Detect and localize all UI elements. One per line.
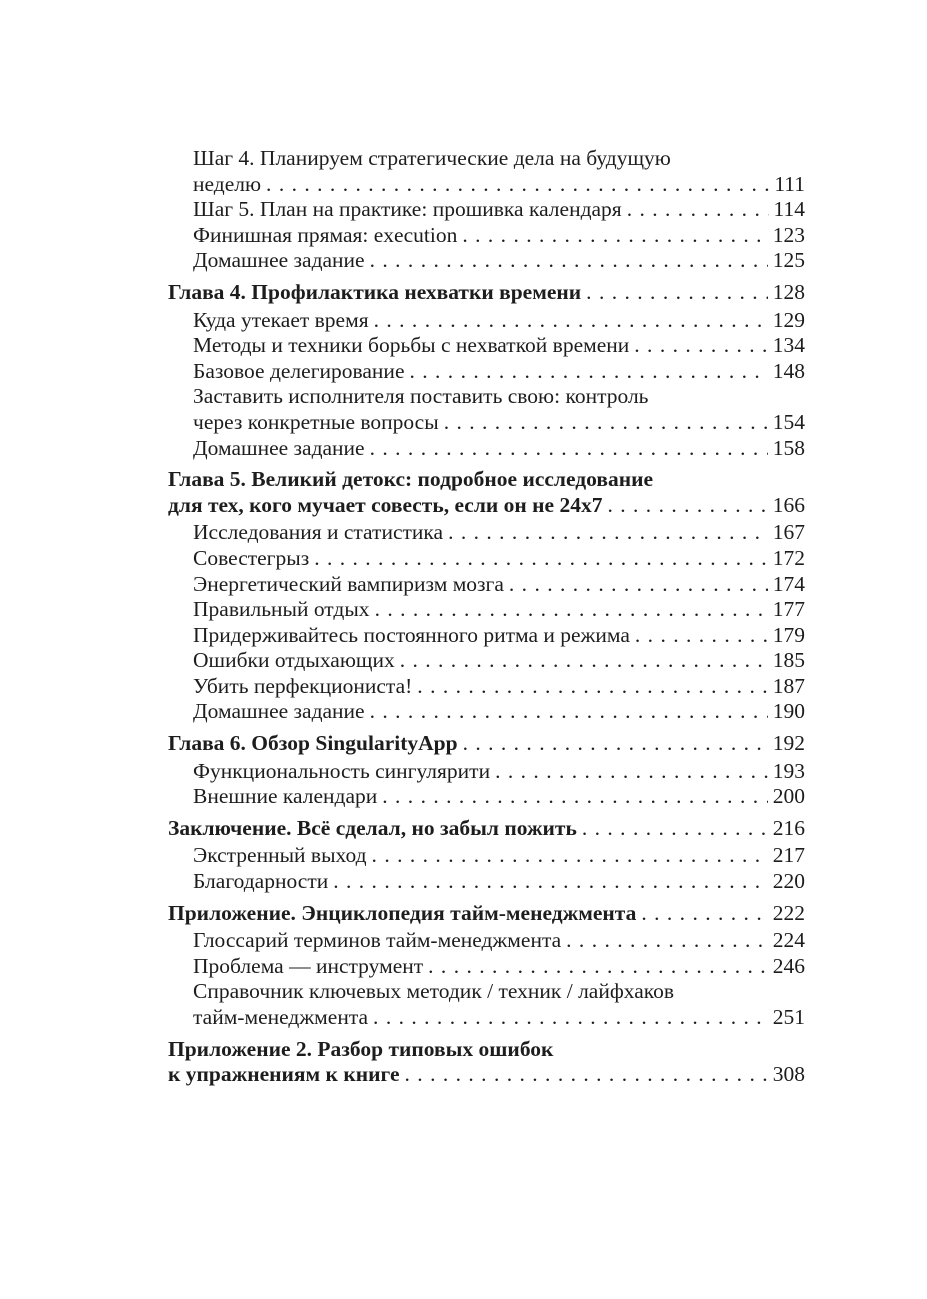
toc-entry-title: Правильный отдых xyxy=(193,597,370,622)
toc-entry-title: Благодарности xyxy=(193,869,329,894)
toc-entry-title: Глава 4. Профилактика нехватки времени xyxy=(168,279,582,304)
toc-page-number: 190 xyxy=(772,699,805,724)
toc-line xyxy=(193,759,805,785)
toc-page-number: 134 xyxy=(772,333,805,358)
dot-leader xyxy=(586,280,768,306)
toc-page-number: 192 xyxy=(772,731,805,756)
toc-page-number: 172 xyxy=(772,545,805,570)
toc-entry-title: Домашнее задание xyxy=(193,248,365,273)
toc-line xyxy=(193,384,805,410)
toc-entry-title: Глава 5. Великий детокс: подробное исследование xyxy=(168,467,654,492)
toc-line xyxy=(193,954,805,980)
toc-entry xyxy=(168,467,805,518)
dot-leader xyxy=(448,520,768,546)
toc-line xyxy=(193,410,805,436)
dot-leader xyxy=(566,928,768,954)
toc-line xyxy=(193,572,805,598)
toc-line xyxy=(168,467,805,493)
toc-entry-title: тайм-менеджмента xyxy=(193,1005,369,1029)
toc-entry xyxy=(193,248,805,274)
toc-entry xyxy=(193,146,805,197)
dot-leader xyxy=(627,197,769,223)
toc-entry-title: Заключение. Всё сделал, но забыл пожить xyxy=(168,815,577,840)
toc-page-number: 200 xyxy=(772,784,805,809)
toc-page-number: 111 xyxy=(774,171,805,196)
toc-line xyxy=(168,1062,805,1088)
toc-line xyxy=(193,223,805,249)
toc-entry-title: Приложение. Энциклопедия тайм-менеджмента xyxy=(168,900,637,925)
toc-page-number: 166 xyxy=(772,492,805,517)
toc-entry xyxy=(193,623,805,649)
dot-leader xyxy=(314,546,768,572)
toc-line xyxy=(193,699,805,725)
table-of-contents xyxy=(168,146,805,1090)
toc-entry-title: Придерживайтесь постоянного ритма и режима xyxy=(193,622,630,647)
toc-line xyxy=(193,436,805,462)
toc-entry-title: к упражнениям к книге xyxy=(168,1062,400,1087)
toc-entry-title: через конкретные вопросы xyxy=(193,409,439,434)
dot-leader xyxy=(462,223,767,249)
toc-line xyxy=(168,1037,805,1063)
toc-entry-title: Функциональность сингулярити xyxy=(193,758,491,783)
toc-line xyxy=(193,784,805,810)
toc-line xyxy=(193,248,805,274)
toc-line xyxy=(193,623,805,649)
dot-leader xyxy=(417,674,767,700)
toc-entry xyxy=(193,359,805,385)
toc-page-number: 167 xyxy=(772,520,805,545)
toc-entry-title: Финишная прямая: execution xyxy=(193,222,458,247)
dot-leader xyxy=(400,648,768,674)
dot-leader xyxy=(405,1062,768,1088)
dot-leader xyxy=(607,493,767,519)
toc-entry-title: Глоссарий терминов тайм-менеджмента xyxy=(193,928,562,953)
toc-entry-title: Исследования и статистика xyxy=(193,520,444,545)
toc-page-number: 128 xyxy=(772,279,805,304)
toc-entry xyxy=(168,901,805,927)
toc-entry xyxy=(193,436,805,462)
toc-line xyxy=(193,146,805,172)
toc-line xyxy=(168,280,805,306)
toc-entry-title: Куда утекает время xyxy=(193,307,369,332)
toc-entry-title: Домашнее задание xyxy=(193,699,365,724)
toc-entry-title: Приложение 2. Разбор типовых ошибок xyxy=(168,1036,554,1061)
toc-entry xyxy=(168,1037,805,1088)
toc-line xyxy=(193,843,805,869)
toc-entry-title: для тех, кого мучает совесть, если он не 24x7 xyxy=(168,492,603,517)
toc-line xyxy=(193,979,805,1005)
toc-page-number: 125 xyxy=(772,248,805,273)
toc-entry-title: Экстренный выход xyxy=(193,843,367,868)
dot-leader xyxy=(370,436,768,462)
toc-page-number: 246 xyxy=(772,953,805,978)
toc-page-number: 222 xyxy=(772,900,805,925)
toc-entry-title: Шаг 4. Планируем стратегические дела на будущую xyxy=(193,146,671,170)
toc-entry xyxy=(193,572,805,598)
toc-page-number: 251 xyxy=(772,1005,805,1029)
toc-entry-title: Методы и техники борьбы с нехваткой времени xyxy=(193,333,630,358)
toc-entry xyxy=(193,308,805,334)
toc-entry xyxy=(193,759,805,785)
toc-line xyxy=(168,816,805,842)
toc-line xyxy=(193,172,805,198)
dot-leader xyxy=(409,359,767,385)
dot-leader xyxy=(582,816,768,842)
toc-entry-title: Глава 6. Обзор SingularityApp xyxy=(168,731,458,756)
toc-entry xyxy=(193,333,805,359)
toc-page-number: 158 xyxy=(772,435,805,460)
toc-entry xyxy=(193,699,805,725)
toc-entry xyxy=(193,979,805,1030)
toc-page-number: 220 xyxy=(772,869,805,894)
dot-leader xyxy=(495,759,768,785)
toc-entry xyxy=(193,384,805,435)
toc-line xyxy=(193,197,805,223)
toc-page-number: 174 xyxy=(772,571,805,596)
toc-entry-title: Заставить исполнителя поставить свою: контроль xyxy=(193,384,649,409)
toc-entry xyxy=(168,280,805,306)
toc-entry-title: Базовое делегирование xyxy=(193,358,405,383)
toc-line xyxy=(168,493,805,519)
toc-entry xyxy=(193,869,805,895)
toc-line xyxy=(193,928,805,954)
toc-page-number: 177 xyxy=(772,597,805,622)
toc-entry xyxy=(168,816,805,842)
dot-leader xyxy=(634,333,767,359)
toc-page-number: 129 xyxy=(772,307,805,332)
toc-page-number: 179 xyxy=(772,622,805,647)
toc-entry xyxy=(193,223,805,249)
toc-page-number: 193 xyxy=(772,758,805,783)
toc-page-number: 224 xyxy=(772,928,805,953)
dot-leader xyxy=(266,172,769,198)
toc-entry xyxy=(193,928,805,954)
toc-line xyxy=(193,1005,805,1031)
toc-entry xyxy=(193,520,805,546)
dot-leader xyxy=(333,869,768,895)
toc-line xyxy=(193,333,805,359)
toc-page-number: 308 xyxy=(772,1062,805,1087)
toc-entry-title: Убить перфекциониста! xyxy=(193,673,413,698)
toc-entry-title: Энергетический вампиризм мозга xyxy=(193,571,504,596)
toc-line xyxy=(193,308,805,334)
toc-page-number: 185 xyxy=(772,648,805,673)
dot-leader xyxy=(372,843,768,869)
toc-page-number: 216 xyxy=(772,815,805,840)
toc-page-number: 123 xyxy=(772,222,805,247)
toc-entry xyxy=(193,597,805,623)
dot-leader xyxy=(428,954,768,980)
toc-entry-title: Домашнее задание xyxy=(193,435,365,460)
dot-leader xyxy=(641,901,767,927)
toc-line xyxy=(193,648,805,674)
toc-entry-title: Проблема — инструмент xyxy=(193,953,424,978)
toc-entry xyxy=(193,843,805,869)
toc-entry-title: Справочник ключевых методик / техник / лайфхаков xyxy=(193,979,675,1004)
dot-leader xyxy=(444,410,768,436)
toc-entry-title: Внешние календари xyxy=(193,784,378,809)
toc-entry-title: Ошибки отдыхающих xyxy=(193,648,395,673)
toc-page-number: 114 xyxy=(773,197,805,222)
toc-page-number: 187 xyxy=(772,673,805,698)
dot-leader xyxy=(375,597,768,623)
toc-line xyxy=(193,597,805,623)
toc-entry-title: Совестегрыз xyxy=(193,545,310,570)
toc-line xyxy=(193,520,805,546)
toc-entry xyxy=(168,731,805,757)
toc-page-number: 217 xyxy=(772,843,805,868)
toc-page-number: 154 xyxy=(772,409,805,434)
dot-leader xyxy=(370,248,768,274)
dot-leader xyxy=(382,784,768,810)
toc-line xyxy=(193,869,805,895)
dot-leader xyxy=(463,731,768,757)
toc-entry-title: Шаг 5. План на практике: прошивка календаря xyxy=(193,197,622,222)
toc-entry xyxy=(193,954,805,980)
toc-line xyxy=(168,731,805,757)
toc-line xyxy=(193,546,805,572)
toc-line xyxy=(193,674,805,700)
toc-page-number: 148 xyxy=(772,358,805,383)
toc-entry xyxy=(193,197,805,223)
toc-entry xyxy=(193,648,805,674)
toc-entry xyxy=(193,784,805,810)
toc-entry xyxy=(193,546,805,572)
toc-line xyxy=(168,901,805,927)
dot-leader xyxy=(509,572,768,598)
dot-leader xyxy=(373,1005,768,1031)
dot-leader xyxy=(635,623,768,649)
dot-leader xyxy=(374,308,768,334)
toc-line xyxy=(193,359,805,385)
dot-leader xyxy=(370,699,768,725)
toc-entry-title: неделю xyxy=(193,171,262,196)
toc-entry xyxy=(193,674,805,700)
